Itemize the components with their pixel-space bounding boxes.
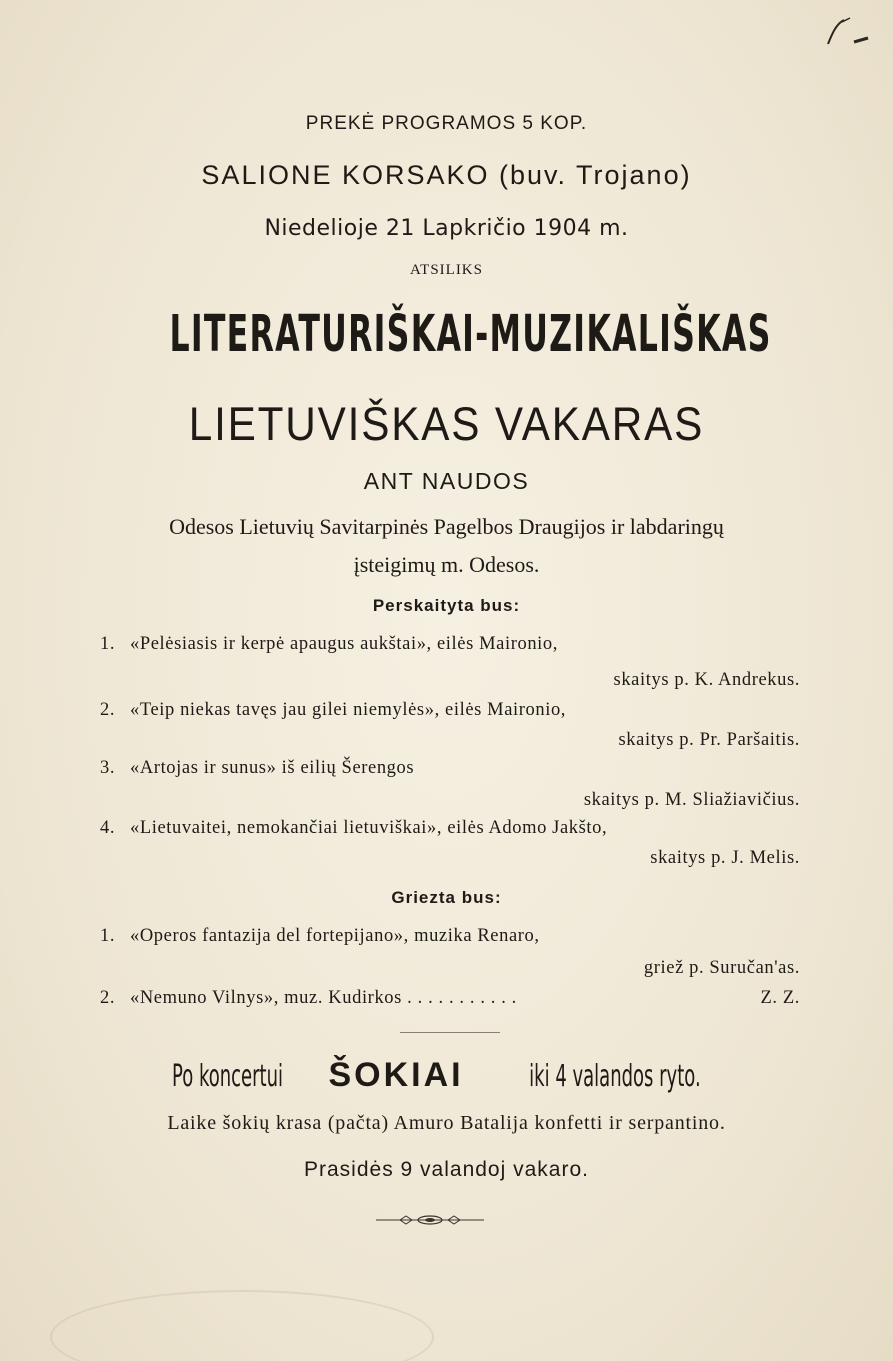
- ornament-icon: [370, 1212, 490, 1228]
- item-performer: skaitys p. K. Andrekus.: [613, 670, 800, 690]
- benefit-line-2: įsteigimų m. Odesos.: [353, 552, 540, 577]
- will-hold-label: ATSILIKS: [409, 262, 483, 278]
- item-performer: Z. Z.: [760, 988, 800, 1008]
- item-performer: skaitys p. Pr. Paršaitis.: [618, 730, 800, 750]
- pencil-mark-icon: [822, 14, 872, 50]
- item-text: «Pelėsiasis ir kerpė apaugus aukštai», eilės Maironio,: [130, 634, 558, 654]
- item-text: «Artojas ir sunus» iš eilių Šerengos: [130, 758, 415, 778]
- event-date: Niedelioje 21 Lapkričio 1904 m.: [264, 216, 629, 241]
- program-price: PREKĖ PROGRAMOS 5 KOP.: [305, 113, 588, 134]
- dance-bold-text: ŠOKIAI: [328, 1056, 464, 1094]
- item-number: 1.: [100, 926, 116, 946]
- divider: [400, 1032, 500, 1033]
- item-performer: griež p. Suručan'as.: [643, 958, 800, 978]
- dance-pre-text: Po koncertui: [172, 1059, 284, 1094]
- readings-heading: Perskaityta bus:: [372, 596, 521, 615]
- music-heading: Griezta bus:: [391, 888, 502, 907]
- sub-title: LIETUVIŠKAS VAKARAS: [188, 397, 705, 450]
- item-number: 2.: [100, 988, 116, 1008]
- dance-post-text: iki 4 valandos ryto.: [529, 1059, 701, 1094]
- reading-item-1: [100, 634, 800, 655]
- benefit-description: [0, 508, 893, 584]
- music-item-2: [100, 988, 800, 1009]
- main-title: LITERATURIŠKAI-MUZIKALIŠKAS: [169, 305, 772, 364]
- item-text: «Lietuvaitei, nemokančiai lietuviškai», eilės Adomo Jakšto,: [130, 818, 608, 838]
- item-performer: skaitys p. J. Melis.: [650, 848, 800, 868]
- benefit-label: ANT NAUDOS: [363, 468, 530, 494]
- faded-stamp-icon: [50, 1290, 434, 1361]
- start-time: Prasidės 9 valandoj vakaro.: [304, 1158, 589, 1181]
- reading-item-4: [100, 818, 800, 839]
- dance-announcement: [0, 1056, 893, 1095]
- reading-item-2: [100, 700, 800, 721]
- music-item-1: [100, 926, 800, 947]
- item-number: 4.: [100, 818, 116, 838]
- reading-item-3: [100, 758, 800, 779]
- item-number: 2.: [100, 700, 116, 720]
- dance-note: Laike šokių krasa (pačta) Amuro Batalija konfetti ir serpantino.: [167, 1112, 726, 1134]
- item-performer: skaitys p. M. Sliažiavičius.: [583, 790, 800, 810]
- benefit-line-1: Odesos Lietuvių Savitarpinės Pagelbos Draugijos ir labdaringų: [169, 514, 724, 539]
- item-text: «Teip niekas tavęs jau gilei niemylės», eilės Maironio,: [130, 700, 567, 720]
- item-text: «Nemuno Vilnys», muz. Kudirkos . . . . . . . . . . .: [130, 988, 517, 1008]
- venue-line: SALIONE KORSAKO (buv. Trojano): [201, 160, 692, 190]
- item-number: 3.: [100, 758, 116, 778]
- item-number: 1.: [100, 634, 116, 654]
- item-text: «Operos fantazija del fortepijano», muzika Renaro,: [130, 926, 540, 946]
